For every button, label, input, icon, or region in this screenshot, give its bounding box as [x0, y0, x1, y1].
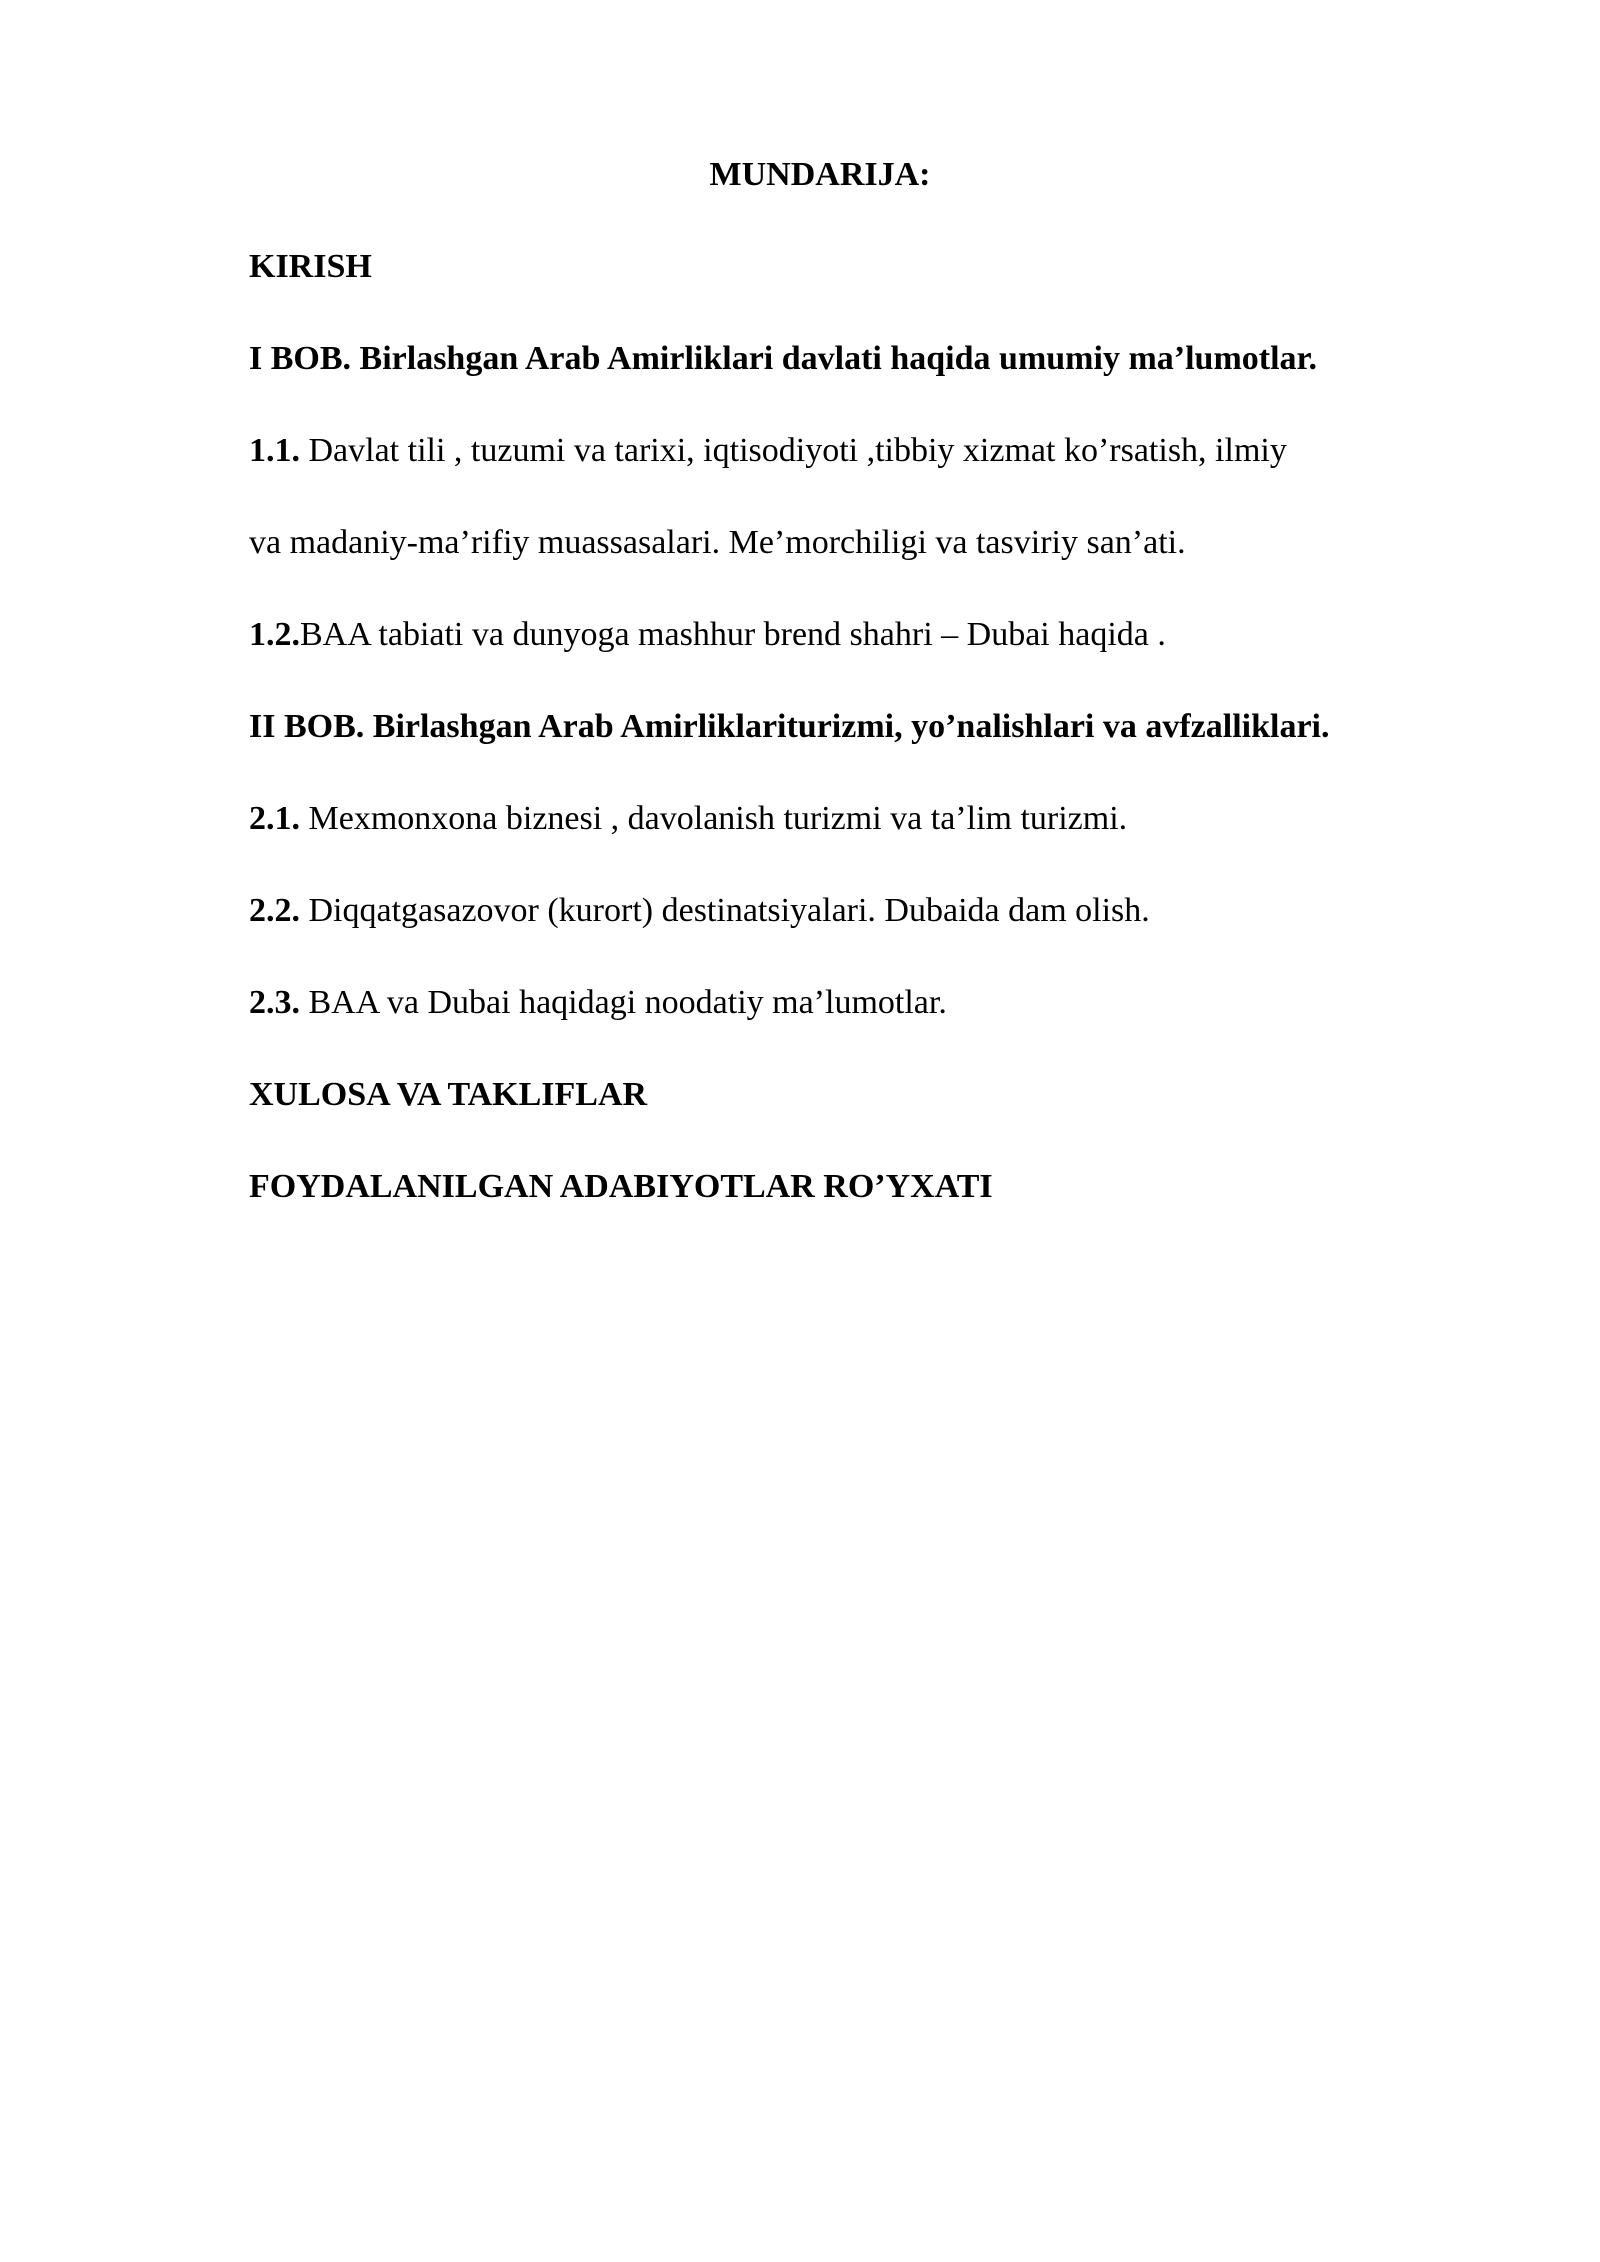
- toc-entry-section-2-3: [249, 980, 1549, 1072]
- toc-entry-text: BAA va Dubai haqidagi noodatiy ma’lumotlar.: [300, 984, 947, 1021]
- page-title: MUNDARIJA:: [709, 156, 931, 193]
- toc-entry-section-1-1: [249, 428, 1549, 520]
- toc-entry-text: Davlat tili , tuzumi va tarixi, iqtisodiyoti ,tibbiy xizmat ko’rsatish, ilmiy: [300, 432, 1287, 469]
- toc-entry-label: KIRISH: [249, 248, 372, 285]
- toc-entry-references: [249, 1164, 1549, 1256]
- toc-entry-text: BAA tabiati va dunyoga mashhur brend shahri – Dubai haqida .: [300, 616, 1166, 653]
- toc-entry-label: II BOB. Birlashgan Arab Amirliklariturizmi, yo’nalishlari va avfzalliklari.: [249, 708, 1330, 745]
- toc-entry-section-2-1: [249, 796, 1549, 888]
- toc-entry-section-2-2: [249, 888, 1549, 980]
- toc-entry-introduction: [249, 244, 1549, 336]
- toc-entry-text: Mexmonxona biznesi , davolanish turizmi va ta’lim turizmi.: [300, 800, 1128, 837]
- toc-entry-text: Diqqatgasazovor (kurort) destinatsiyalari. Dubaida dam olish.: [300, 892, 1150, 929]
- toc-entry-chapter-1: [249, 336, 1549, 428]
- toc-entry-number: 1.2.: [249, 616, 300, 653]
- toc-entry-number: 2.3.: [249, 984, 300, 1021]
- toc-entry-number: 1.1.: [249, 432, 300, 469]
- toc-entry-text: va madaniy-ma’rifiy muassasalari. Me’morchiligi va tasviriy san’ati.: [249, 524, 1186, 561]
- toc-entry-chapter-2: [249, 704, 1549, 796]
- toc-entry-label: XULOSA VA TAKLIFLAR: [249, 1076, 648, 1113]
- toc-entry-number: 2.2.: [249, 892, 300, 929]
- toc-entry-number: 2.1.: [249, 800, 300, 837]
- toc-entry-section-1-2: [249, 612, 1549, 704]
- toc-entry-label: I BOB. Birlashgan Arab Amirliklari davlati haqida umumiy ma’lumotlar.: [249, 340, 1318, 377]
- toc-entry-conclusion: [249, 1072, 1549, 1164]
- toc-entry-label: FOYDALANILGAN ADABIYOTLAR RO’YXATI: [249, 1168, 993, 1205]
- table-of-contents: [249, 244, 1549, 1256]
- toc-entry-section-1-1-continued: [249, 520, 1549, 612]
